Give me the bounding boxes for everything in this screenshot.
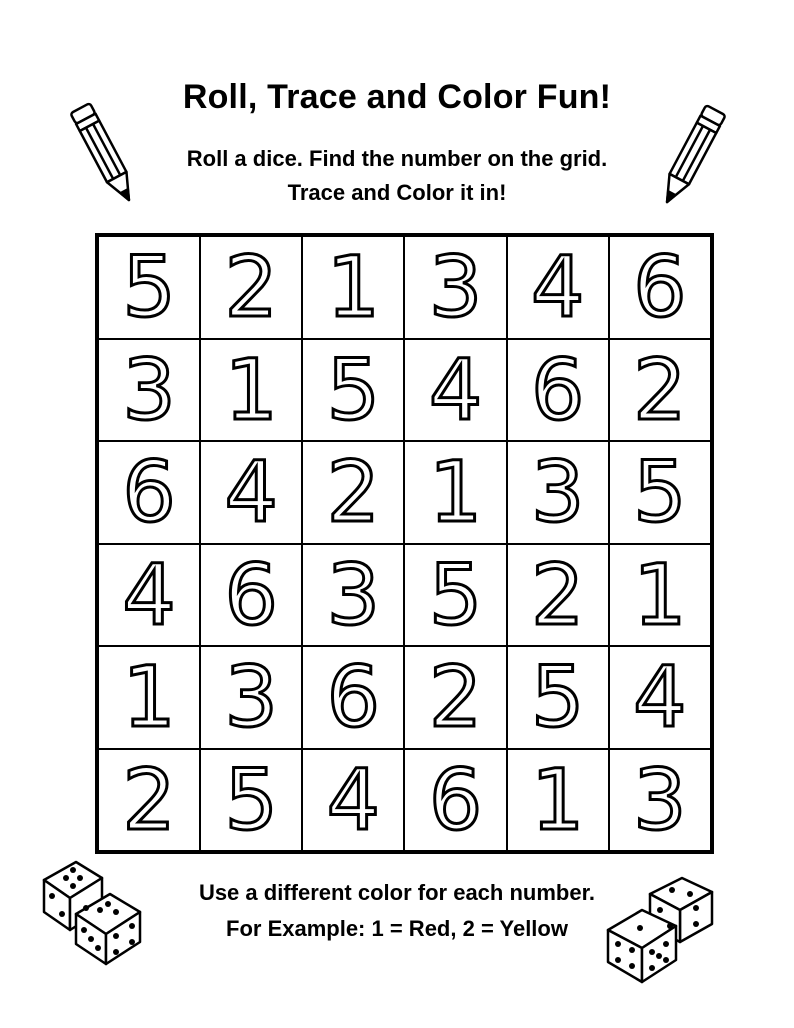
grid-cell[interactable] (609, 236, 711, 339)
grid-cell[interactable] (507, 646, 609, 749)
grid-cell[interactable] (200, 339, 302, 442)
grid-cell[interactable] (98, 236, 200, 339)
grid-cell[interactable] (200, 544, 302, 647)
page-title: Roll, Trace and Color Fun! (182, 78, 612, 116)
grid-cell[interactable] (507, 544, 609, 647)
traceable-digit: 3 (224, 648, 278, 747)
traceable-digit: 6 (224, 545, 278, 644)
traceable-digit: 3 (531, 443, 585, 542)
traceable-digit: 4 (326, 750, 381, 849)
grid-cell[interactable] (507, 339, 609, 442)
traceable-digit: 3 (326, 545, 381, 644)
traceable-digit: 2 (428, 648, 483, 747)
traceable-digit: 2 (122, 750, 176, 849)
grid-cell[interactable] (302, 339, 404, 442)
grid-cell[interactable] (404, 339, 506, 442)
traceable-digit: 4 (122, 545, 176, 644)
traceable-digit: 4 (633, 648, 687, 747)
color-instruction: Use a different color for each number. (198, 880, 596, 905)
traceable-digit: 6 (633, 238, 687, 337)
number-grid (95, 233, 714, 854)
grid-cell[interactable] (98, 646, 200, 749)
grid-cell[interactable] (98, 749, 200, 852)
grid-cell[interactable] (404, 646, 506, 749)
traceable-digit: 2 (224, 238, 278, 337)
traceable-digit: 6 (326, 648, 381, 747)
traceable-digit: 4 (428, 340, 483, 439)
traceable-digit: 3 (428, 238, 483, 337)
traceable-digit: 6 (428, 750, 483, 849)
dice-icon-left (36, 856, 156, 966)
traceable-digit: 4 (224, 443, 278, 542)
grid-cell[interactable] (404, 749, 506, 852)
traceable-digit: 1 (224, 340, 278, 439)
traceable-digit: 2 (531, 545, 585, 644)
grid-cell[interactable] (609, 646, 711, 749)
traceable-digit: 2 (633, 340, 687, 439)
traceable-digit: 5 (326, 340, 381, 439)
grid-cell[interactable] (302, 441, 404, 544)
grid-cell[interactable] (302, 646, 404, 749)
grid-cell[interactable] (302, 236, 404, 339)
traceable-digit: 3 (122, 340, 176, 439)
grid-cell[interactable] (609, 339, 711, 442)
pencil-icon-left (70, 96, 140, 214)
grid-cell[interactable] (302, 544, 404, 647)
grid-cell[interactable] (609, 441, 711, 544)
grid-cell[interactable] (302, 749, 404, 852)
traceable-digit: 5 (633, 443, 687, 542)
color-example: For Example: 1 = Red, 2 = Yellow (226, 916, 568, 941)
grid-cell[interactable] (98, 544, 200, 647)
instruction-line-1: Roll a dice. Find the number on the grid. (186, 146, 608, 171)
traceable-digit: 1 (428, 443, 483, 542)
grid-cell[interactable] (507, 441, 609, 544)
grid-cell[interactable] (200, 749, 302, 852)
grid-cell[interactable] (507, 749, 609, 852)
grid-cell[interactable] (98, 441, 200, 544)
instruction-line-2: Trace and Color it in! (287, 180, 507, 205)
grid-cell[interactable] (200, 646, 302, 749)
traceable-digit: 4 (531, 238, 585, 337)
traceable-digit: 6 (531, 340, 585, 439)
grid-cell[interactable] (404, 236, 506, 339)
grid-cell[interactable] (404, 544, 506, 647)
traceable-digit: 6 (122, 443, 176, 542)
traceable-digit: 2 (326, 443, 381, 542)
grid-cell[interactable] (404, 441, 506, 544)
grid-cell[interactable] (200, 441, 302, 544)
traceable-digit: 1 (122, 648, 176, 747)
grid-cell[interactable] (507, 236, 609, 339)
traceable-digit: 5 (122, 238, 176, 337)
traceable-digit: 1 (326, 238, 381, 337)
traceable-digit: 5 (428, 545, 483, 644)
traceable-digit: 3 (633, 750, 687, 849)
grid-cell[interactable] (609, 544, 711, 647)
traceable-digit: 5 (224, 750, 278, 849)
grid-cell[interactable] (200, 236, 302, 339)
grid-cell[interactable] (98, 339, 200, 442)
pencil-icon-right (656, 98, 726, 216)
traceable-digit: 5 (531, 648, 585, 747)
grid-cell[interactable] (609, 749, 711, 852)
traceable-digit: 1 (633, 545, 687, 644)
traceable-digit: 1 (531, 750, 585, 849)
